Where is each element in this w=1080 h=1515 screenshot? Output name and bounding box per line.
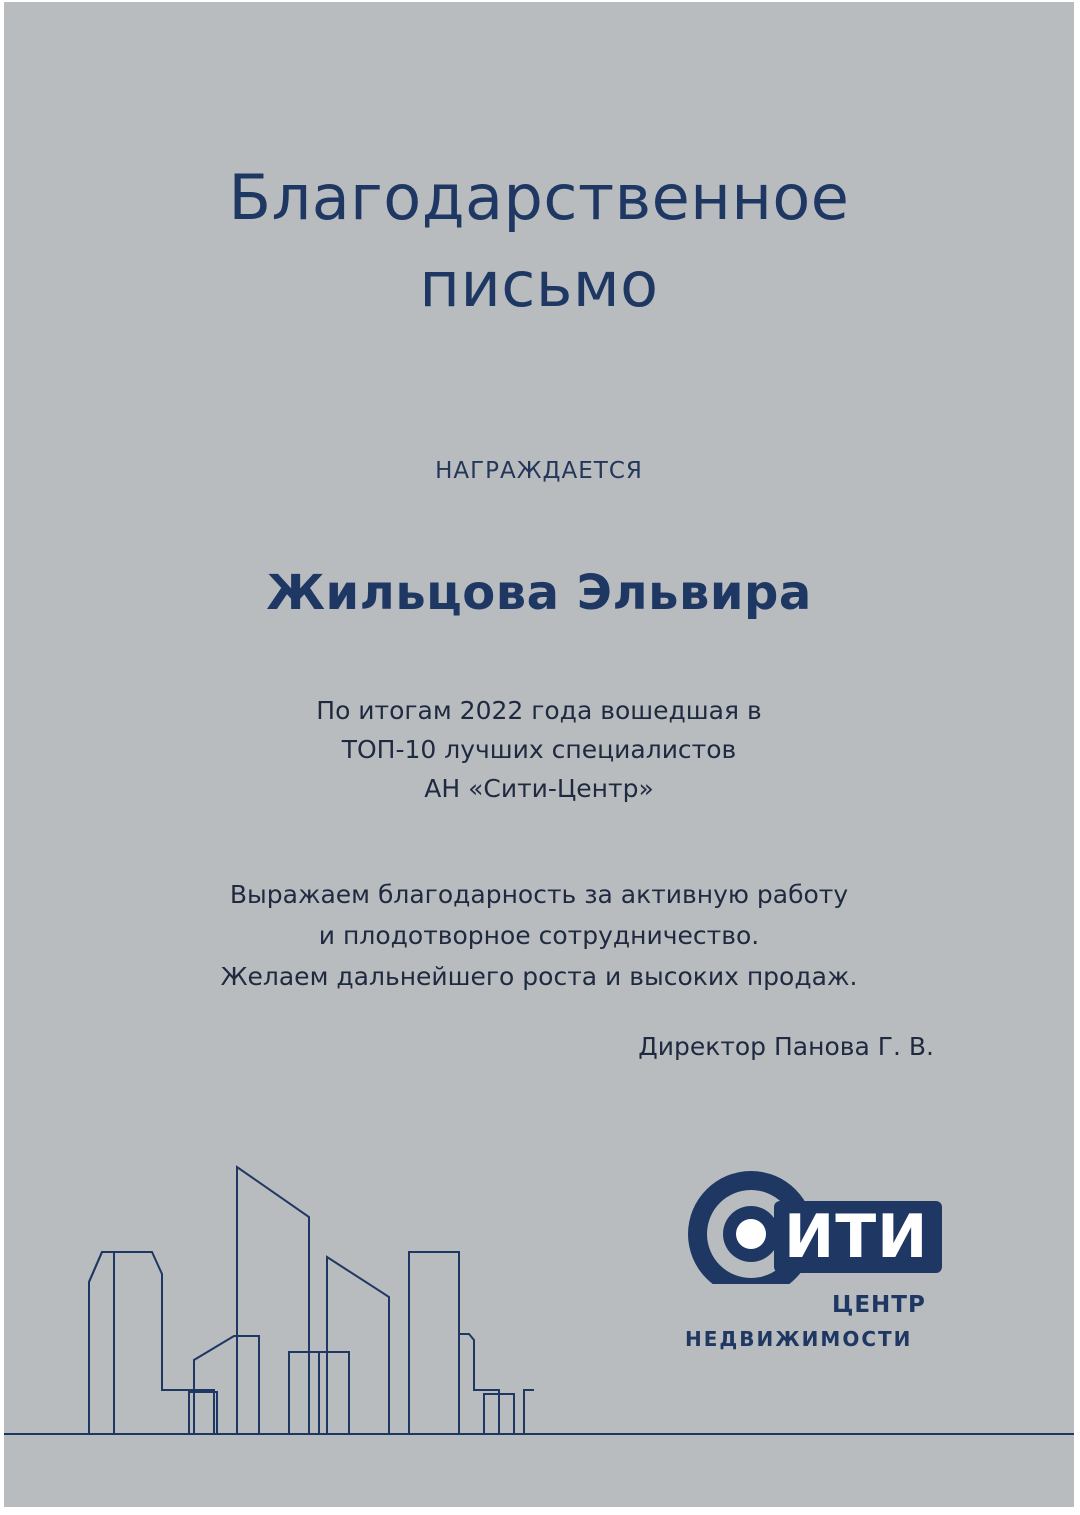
logo-word-nedvizhimosti: НЕДВИЖИМОСТИ (685, 1327, 913, 1351)
logo-word-iti: ИТИ (784, 1202, 929, 1272)
certificate-sheet (4, 2, 1074, 1507)
recipient-name: Жильцова Эльвира (266, 565, 812, 621)
title-line-1: Благодарственное (228, 161, 850, 234)
logo-word-centr: ЦЕНТР (832, 1292, 926, 1318)
gratitude-line-1: Выражаем благодарность за активную работу (229, 880, 849, 909)
achievement-line-2: ТОП-10 лучших специалистов (341, 735, 737, 764)
achievement-line-3: АН «Сити-Центр» (424, 774, 654, 803)
achievement-line-1: По итогам 2022 года вошедшая в (316, 696, 762, 725)
gratitude-line-3: Желаем дальнейшего роста и высоких продаж. (220, 962, 858, 991)
director-signature: Директор Панова Г. В. (638, 1032, 934, 1061)
title-line-2: письмо (419, 248, 659, 321)
awarded-label: НАГРАЖДАЕТСЯ (435, 458, 643, 484)
gratitude-line-2: и плодотворное сотрудничество. (318, 921, 760, 950)
